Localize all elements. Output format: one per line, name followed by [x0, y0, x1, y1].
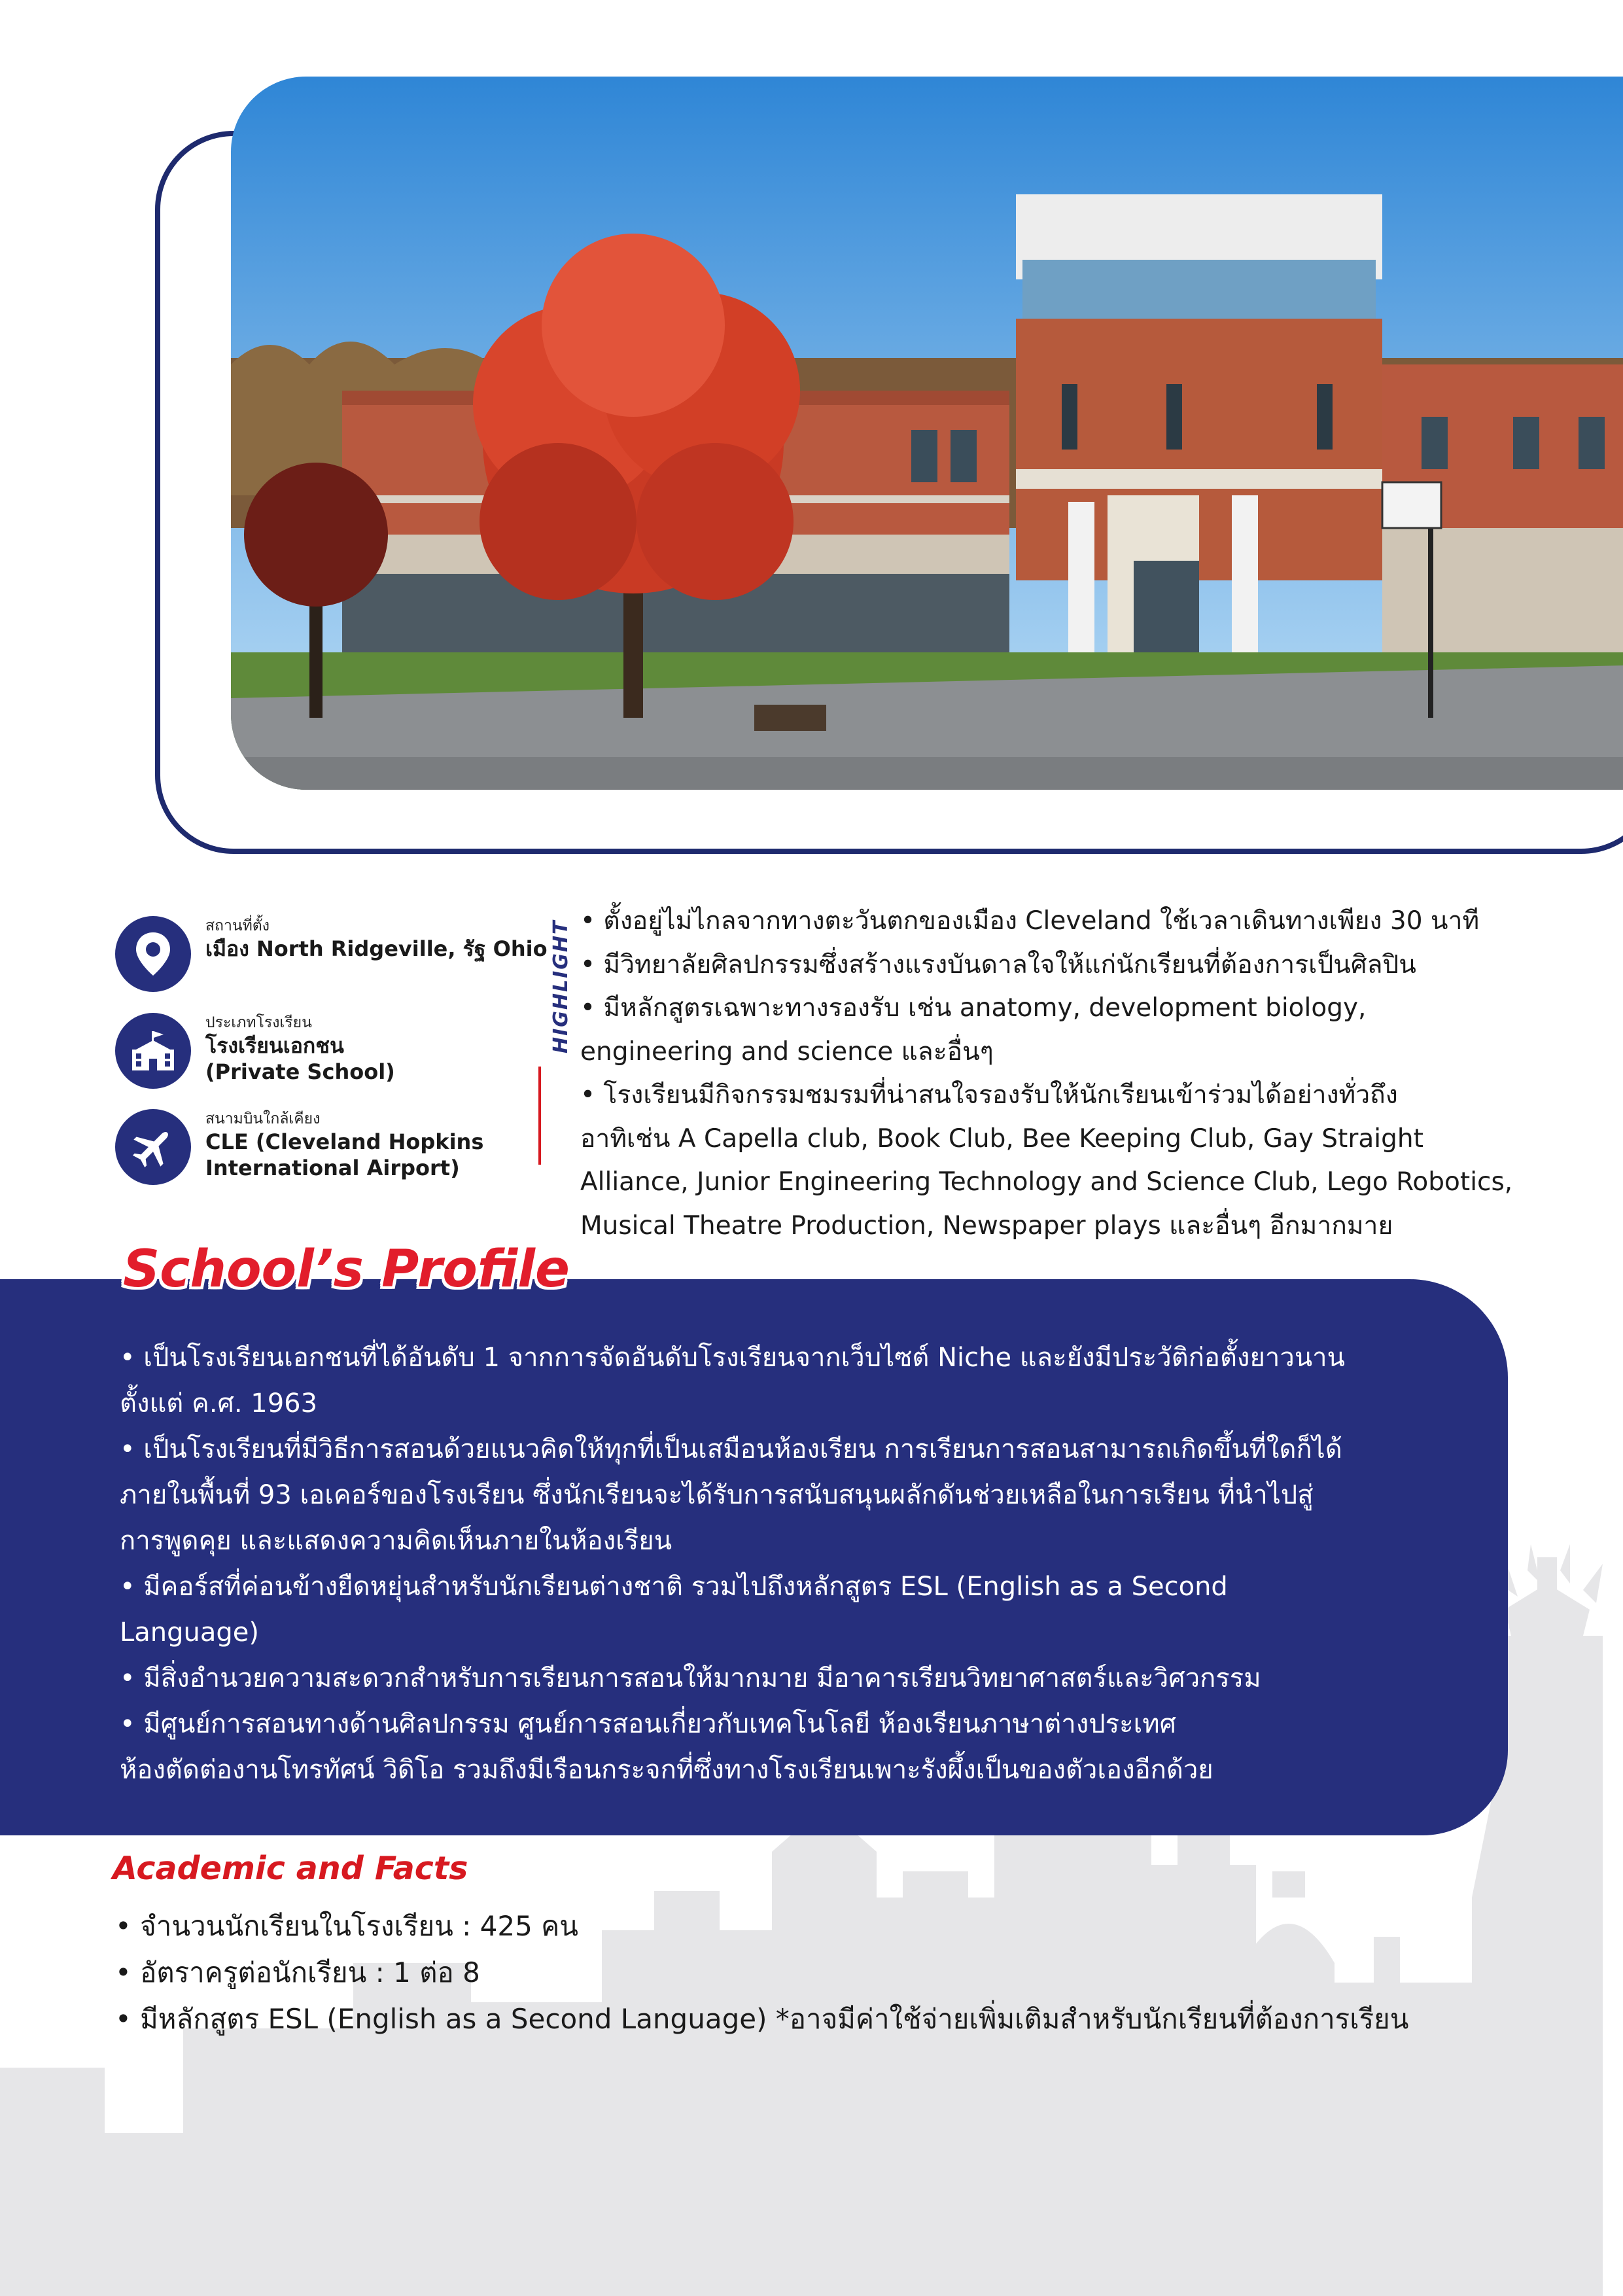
facts-line: • มีหลักสูตร ESL (English as a Second Language) *อาจมีค่าใช้จ่ายเพิ่มเติมสำหรับนักเรียนที่ต้องการเรียน — [115, 2003, 1409, 2035]
facts-list — [115, 1903, 1587, 2042]
highlight-line: • มีวิทยาลัยศิลปกรรมซึ่งสร้างแรงบันดาลใจให้แก่นักเรียนที่ต้องการเป็นศิลปิน — [580, 949, 1416, 980]
info-location — [115, 916, 548, 1008]
highlight-tag — [523, 910, 572, 1171]
facts-line: • จำนวนนักเรียนในโรงเรียน : 425 คน — [115, 1910, 578, 1942]
info-airport — [115, 1109, 484, 1201]
highlight-line: engineering and science และอื่นๆ — [580, 1036, 994, 1067]
profile-line: • เป็นโรงเรียนที่มีวิธีการสอนด้วยแนวคิดให้ทุกที่เป็นเสมือนห้องเรียน การเรียนการสอนสามารถเกิดขึ้นที่ใดก็ได้ — [120, 1434, 1342, 1464]
location-value: เมือง North Ridgeville, รัฐ Ohio — [205, 936, 548, 961]
highlight-line: • มีหลักสูตรเฉพาะทางรองรับ เช่น anatomy, development biology, — [580, 993, 1367, 1023]
school-type-value: โรงเรียนเอกชน (Private School) — [205, 1033, 395, 1084]
school-type-label: ประเภทโรงเรียน — [205, 1014, 312, 1031]
airport-label: สนามบินใกล้เคียง — [205, 1110, 321, 1127]
profile-line: ตั้งแต่ ค.ศ. 1963 — [120, 1388, 318, 1419]
profile-line: • มีคอร์สที่ค่อนข้างยืดหยุ่นสำหรับนักเรียนต่างชาติ รวมไปถึงหลักสูตร ESL (English as a Second — [120, 1572, 1228, 1602]
airport-value: CLE (Cleveland Hopkins International Airport) — [205, 1129, 484, 1180]
profile-line: • มีสิ่งอำนวยความสะดวกสำหรับการเรียนการสอนให้มากมาย มีอาคารเรียนวิทยาศาสตร์และวิศวกรรม — [120, 1663, 1261, 1693]
facts-line: • อัตราครูต่อนักเรียน : 1 ต่อ 8 — [115, 1956, 480, 1988]
airplane-icon — [115, 1109, 191, 1185]
profile-line: • เป็นโรงเรียนเอกชนที่ได้อันดับ 1 จากการจัดอันดับโรงเรียนจากเว็บไซต์ Niche และยังมีประวัติก่อตั้งยาวนาน — [120, 1343, 1345, 1373]
highlight-line: อาทิเช่น A Capella club, Book Club, Bee Keeping Club, Gay Straight — [580, 1123, 1423, 1154]
profile-line: • มีศูนย์การสอนทางด้านศิลปกรรม ศูนย์การสอนเกี่ยวกับเทคโนโลยี ห้องเรียนภาษาต่างประเทศ — [120, 1709, 1177, 1739]
profile-line: ภายในพื้นที่ 93 เอเคอร์ของโรงเรียน ซึ่งนักเรียนจะได้รับการสนับสนุนผลักดันช่วยเหลือในการเรียน ที่นำไปสู่ — [120, 1480, 1314, 1510]
info-school-type — [115, 1013, 481, 1104]
school-building-icon — [115, 1013, 191, 1089]
profile-list — [120, 1335, 1493, 1793]
highlight-divider-line — [538, 1067, 541, 1165]
school-photo — [231, 77, 1623, 790]
location-label: สถานที่ตั้ง — [205, 917, 270, 934]
profile-line: ห้องตัดต่องานโทรทัศน์ วิดิโอ รวมถึงมีเรือนกระจกที่ซึ่งทางโรงเรียนเพาะรังผึ้งเป็นของตัวเองอีกด้วย — [120, 1755, 1213, 1785]
map-pin-icon — [115, 916, 191, 992]
profile-title: School’s Profile — [123, 1240, 570, 1299]
highlight-tag-text: HIGHLIGHT — [550, 919, 572, 1053]
highlight-line: • ตั้งอยู่ไม่ไกลจากทางตะวันตกของเมือง Cleveland ใช้เวลาเดินทางเพียง 30 นาที — [580, 906, 1480, 936]
highlight-list — [580, 900, 1588, 1248]
highlight-line: Alliance, Junior Engineering Technology and Science Club, Lego Robotics, — [580, 1167, 1513, 1197]
highlight-line: Musical Theatre Production, Newspaper plays และอื่นๆ อีกมากมาย — [580, 1210, 1393, 1241]
profile-line: การพูดคุย และแสดงความคิดเห็นภายในห้องเรียน — [120, 1526, 672, 1556]
facts-title: Academic and Facts — [113, 1850, 468, 1887]
profile-line: Language) — [120, 1617, 260, 1648]
highlight-line: • โรงเรียนมีกิจกรรมชมรมที่น่าสนใจรองรับให้นักเรียนเข้าร่วมได้อย่างทั่วถึง — [580, 1080, 1398, 1110]
